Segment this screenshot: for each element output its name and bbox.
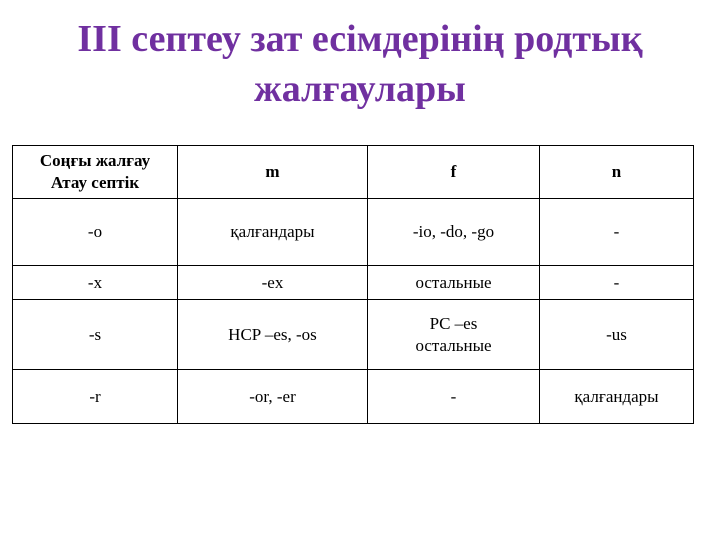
cell-ending: -r — [13, 370, 178, 424]
header-cell-f: f — [368, 146, 540, 199]
cell-m: -ex — [178, 266, 368, 300]
title-line-1: III септеу зат есімдерінің родтық — [77, 18, 643, 60]
header-cell-m: m — [178, 146, 368, 199]
cell-n: қалғандары — [540, 370, 694, 424]
cell-n: -us — [540, 300, 694, 370]
cell-f-line-1: PC –es — [429, 313, 478, 333]
header-ending-line-2: Атау септік — [50, 173, 140, 192]
header-cell-ending — [13, 146, 178, 199]
endings-table — [12, 145, 694, 424]
cell-n: - — [540, 199, 694, 266]
cell-m: -or, -er — [178, 370, 368, 424]
cell-f-line-2: остальные — [415, 335, 492, 355]
header-cell-n: n — [540, 146, 694, 199]
cell-m: HCP –es, -os — [178, 300, 368, 370]
table-row — [13, 300, 694, 370]
cell-n: - — [540, 266, 694, 300]
cell-f: - — [368, 370, 540, 424]
page-title — [0, 14, 720, 114]
title-line-2: жалғаулары — [254, 68, 466, 110]
cell-f: остальные — [368, 266, 540, 300]
cell-ending: -s — [13, 300, 178, 370]
table-row — [13, 266, 694, 300]
cell-ending: -o — [13, 199, 178, 266]
cell-m: қалғандары — [178, 199, 368, 266]
cell-ending: -x — [13, 266, 178, 300]
table-row — [13, 199, 694, 266]
header-ending-line-1: Соңғы жалғау — [39, 151, 151, 170]
table-row — [13, 370, 694, 424]
cell-f: -io, -do, -go — [368, 199, 540, 266]
cell-f — [368, 300, 540, 370]
table-header-row — [13, 146, 694, 199]
